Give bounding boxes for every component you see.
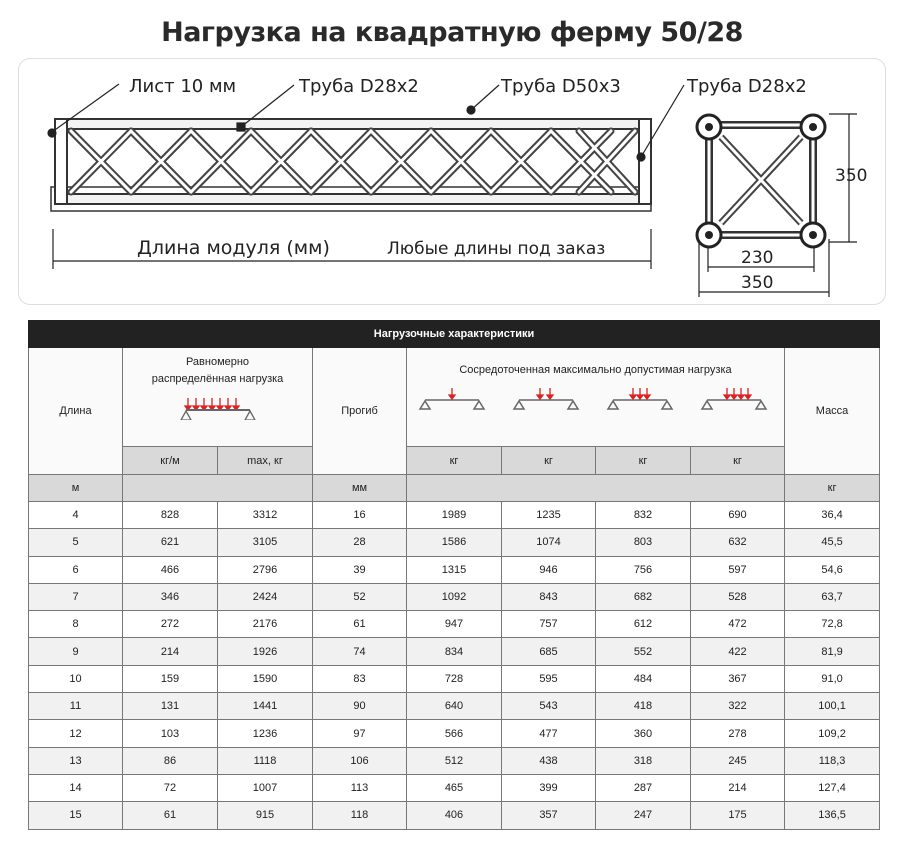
table-cell: 597: [691, 556, 785, 583]
truss-cross-section: [697, 115, 825, 247]
table-cell: 118: [313, 802, 407, 829]
table-row: [29, 665, 880, 692]
table-cell: 621: [123, 529, 218, 556]
table-cell: 2176: [218, 611, 313, 638]
subheader-max-kg: max, кг: [218, 447, 313, 475]
table-cell: 466: [123, 556, 218, 583]
table-cell: 131: [123, 693, 218, 720]
subheader-kg-2: кг: [502, 447, 596, 475]
table-cell: 90: [313, 693, 407, 720]
subheader-kg-per-m: кг/м: [123, 447, 218, 475]
table-row: [29, 693, 880, 720]
table-cell: 1926: [218, 638, 313, 665]
table-cell: 843: [502, 583, 596, 610]
table-cell: 61: [123, 802, 218, 829]
table-row: [29, 611, 880, 638]
table-cell: 690: [691, 502, 785, 529]
unit-deflection: мм: [313, 475, 407, 502]
table-cell: 1586: [407, 529, 502, 556]
table-cell: 5: [29, 529, 123, 556]
table-row: [29, 747, 880, 774]
table-cell: 1007: [218, 774, 313, 801]
table-cell: 1590: [218, 665, 313, 692]
table-row: [29, 556, 880, 583]
table-cell: 828: [123, 502, 218, 529]
table-cell: 278: [691, 720, 785, 747]
table-cell: 9: [29, 638, 123, 665]
table-cell: 81,9: [785, 638, 880, 665]
dim-width-350: 350: [741, 273, 774, 293]
table-cell: 14: [29, 774, 123, 801]
table-cell: 422: [691, 638, 785, 665]
table-cell: 13: [29, 747, 123, 774]
table-cell: 16: [313, 502, 407, 529]
table-cell: 484: [596, 665, 691, 692]
table-cell: 1989: [407, 502, 502, 529]
table-cell: 6: [29, 556, 123, 583]
dim-width-230: 230: [741, 248, 774, 268]
table-cell: 1118: [218, 747, 313, 774]
subheader-kg-1: кг: [407, 447, 502, 475]
table-cell: 4: [29, 502, 123, 529]
table-cell: 1092: [407, 583, 502, 610]
table-cell: 83: [313, 665, 407, 692]
table-row: [29, 502, 880, 529]
table-cell: 757: [502, 611, 596, 638]
truss-diagram: [19, 59, 887, 306]
table-cell: 272: [123, 611, 218, 638]
table-cell: 357: [502, 802, 596, 829]
table-cell: 54,6: [785, 556, 880, 583]
table-cell: 86: [123, 747, 218, 774]
table-cell: 3312: [218, 502, 313, 529]
load-table: [28, 320, 880, 830]
table-cell: 438: [502, 747, 596, 774]
table-row: [29, 802, 880, 829]
label-tube-d28-1: Труба D28x2: [299, 76, 419, 97]
label-custom-lengths: Любые длины под заказ: [387, 239, 606, 259]
header-length: Длина: [29, 348, 123, 475]
point-load-icons: [407, 384, 785, 414]
table-cell: 36,4: [785, 502, 880, 529]
table-cell: 512: [407, 747, 502, 774]
table-row: [29, 583, 880, 610]
table-cell: 97: [313, 720, 407, 747]
table-cell: 214: [691, 774, 785, 801]
subheader-kg-3: кг: [596, 447, 691, 475]
table-cell: 682: [596, 583, 691, 610]
table-cell: 159: [123, 665, 218, 692]
table-cell: 39: [313, 556, 407, 583]
table-cell: 528: [691, 583, 785, 610]
table-cell: 214: [123, 638, 218, 665]
table-cell: 595: [502, 665, 596, 692]
table-cell: 406: [407, 802, 502, 829]
table-cell: 834: [407, 638, 502, 665]
table-cell: 106: [313, 747, 407, 774]
table-cell: 136,5: [785, 802, 880, 829]
header-mass: Масса: [785, 348, 880, 475]
header-uniform-load: Равномерно распределённая нагрузка: [123, 348, 313, 447]
page-title: Нагрузка на квадратную ферму 50/28: [161, 17, 743, 48]
table-cell: 318: [596, 747, 691, 774]
table-cell: 12: [29, 720, 123, 747]
truss-drawing: [18, 58, 886, 305]
uniform-load-icon: [178, 396, 258, 420]
table-cell: 465: [407, 774, 502, 801]
unit-length: м: [29, 475, 123, 502]
table-cell: 566: [407, 720, 502, 747]
table-cell: 915: [218, 802, 313, 829]
table-cell: 72,8: [785, 611, 880, 638]
table-cell: 100,1: [785, 693, 880, 720]
table-cell: 2796: [218, 556, 313, 583]
table-cell: 118,3: [785, 747, 880, 774]
header-point-load: Сосредоточенная максимально допустимая нагрузка: [407, 348, 785, 447]
table-cell: 52: [313, 583, 407, 610]
table-cell: 472: [691, 611, 785, 638]
table-cell: 552: [596, 638, 691, 665]
table-cell: 477: [502, 720, 596, 747]
label-module-length: Длина модуля (мм): [137, 237, 330, 259]
label-sheet: Лист 10 мм: [129, 76, 237, 97]
table-cell: 946: [502, 556, 596, 583]
table-cell: 1235: [502, 502, 596, 529]
table-cell: 175: [691, 802, 785, 829]
unit-empty-2: [407, 475, 785, 502]
table-cell: 45,5: [785, 529, 880, 556]
table-cell: 1236: [218, 720, 313, 747]
table-cell: 612: [596, 611, 691, 638]
table-cell: 947: [407, 611, 502, 638]
table-cell: 632: [691, 529, 785, 556]
unit-mass: кг: [785, 475, 880, 502]
table-cell: 756: [596, 556, 691, 583]
table-cell: 10: [29, 665, 123, 692]
table-cell: 109,2: [785, 720, 880, 747]
label-tube-d50: Труба D50x3: [501, 76, 621, 97]
table-cell: 1074: [502, 529, 596, 556]
table-cell: 1441: [218, 693, 313, 720]
table-cell: 728: [407, 665, 502, 692]
table-row: [29, 720, 880, 747]
table-cell: 2424: [218, 583, 313, 610]
unit-empty-1: [123, 475, 313, 502]
table-cell: 346: [123, 583, 218, 610]
table-cell: 8: [29, 611, 123, 638]
dim-height-350: 350: [835, 166, 868, 186]
table-cell: 91,0: [785, 665, 880, 692]
table-cell: 113: [313, 774, 407, 801]
table-cell: 287: [596, 774, 691, 801]
table-row: [29, 638, 880, 665]
table-cell: 7: [29, 583, 123, 610]
table-cell: 543: [502, 693, 596, 720]
table-cell: 832: [596, 502, 691, 529]
table-cell: 127,4: [785, 774, 880, 801]
header-deflection: Прогиб: [313, 348, 407, 475]
table-cell: 360: [596, 720, 691, 747]
table-cell: 61: [313, 611, 407, 638]
truss-diagonals: [71, 131, 635, 192]
table-cell: 247: [596, 802, 691, 829]
table-row: [29, 529, 880, 556]
table-cell: 322: [691, 693, 785, 720]
table-cell: 418: [596, 693, 691, 720]
table-cell: 103: [123, 720, 218, 747]
table-cell: 72: [123, 774, 218, 801]
table-cell: 367: [691, 665, 785, 692]
table-cell: 11: [29, 693, 123, 720]
table-cell: 3105: [218, 529, 313, 556]
table-cell: 245: [691, 747, 785, 774]
table-cell: 640: [407, 693, 502, 720]
table-cell: 1315: [407, 556, 502, 583]
table-cell: 685: [502, 638, 596, 665]
table-caption: Нагрузочные характеристики: [29, 321, 880, 348]
table-cell: 63,7: [785, 583, 880, 610]
label-tube-d28-2: Труба D28x2: [687, 76, 807, 97]
table-cell: 28: [313, 529, 407, 556]
table-cell: 803: [596, 529, 691, 556]
table-cell: 74: [313, 638, 407, 665]
table-cell: 399: [502, 774, 596, 801]
subheader-kg-4: кг: [691, 447, 785, 475]
table-cell: 15: [29, 802, 123, 829]
table-row: [29, 774, 880, 801]
